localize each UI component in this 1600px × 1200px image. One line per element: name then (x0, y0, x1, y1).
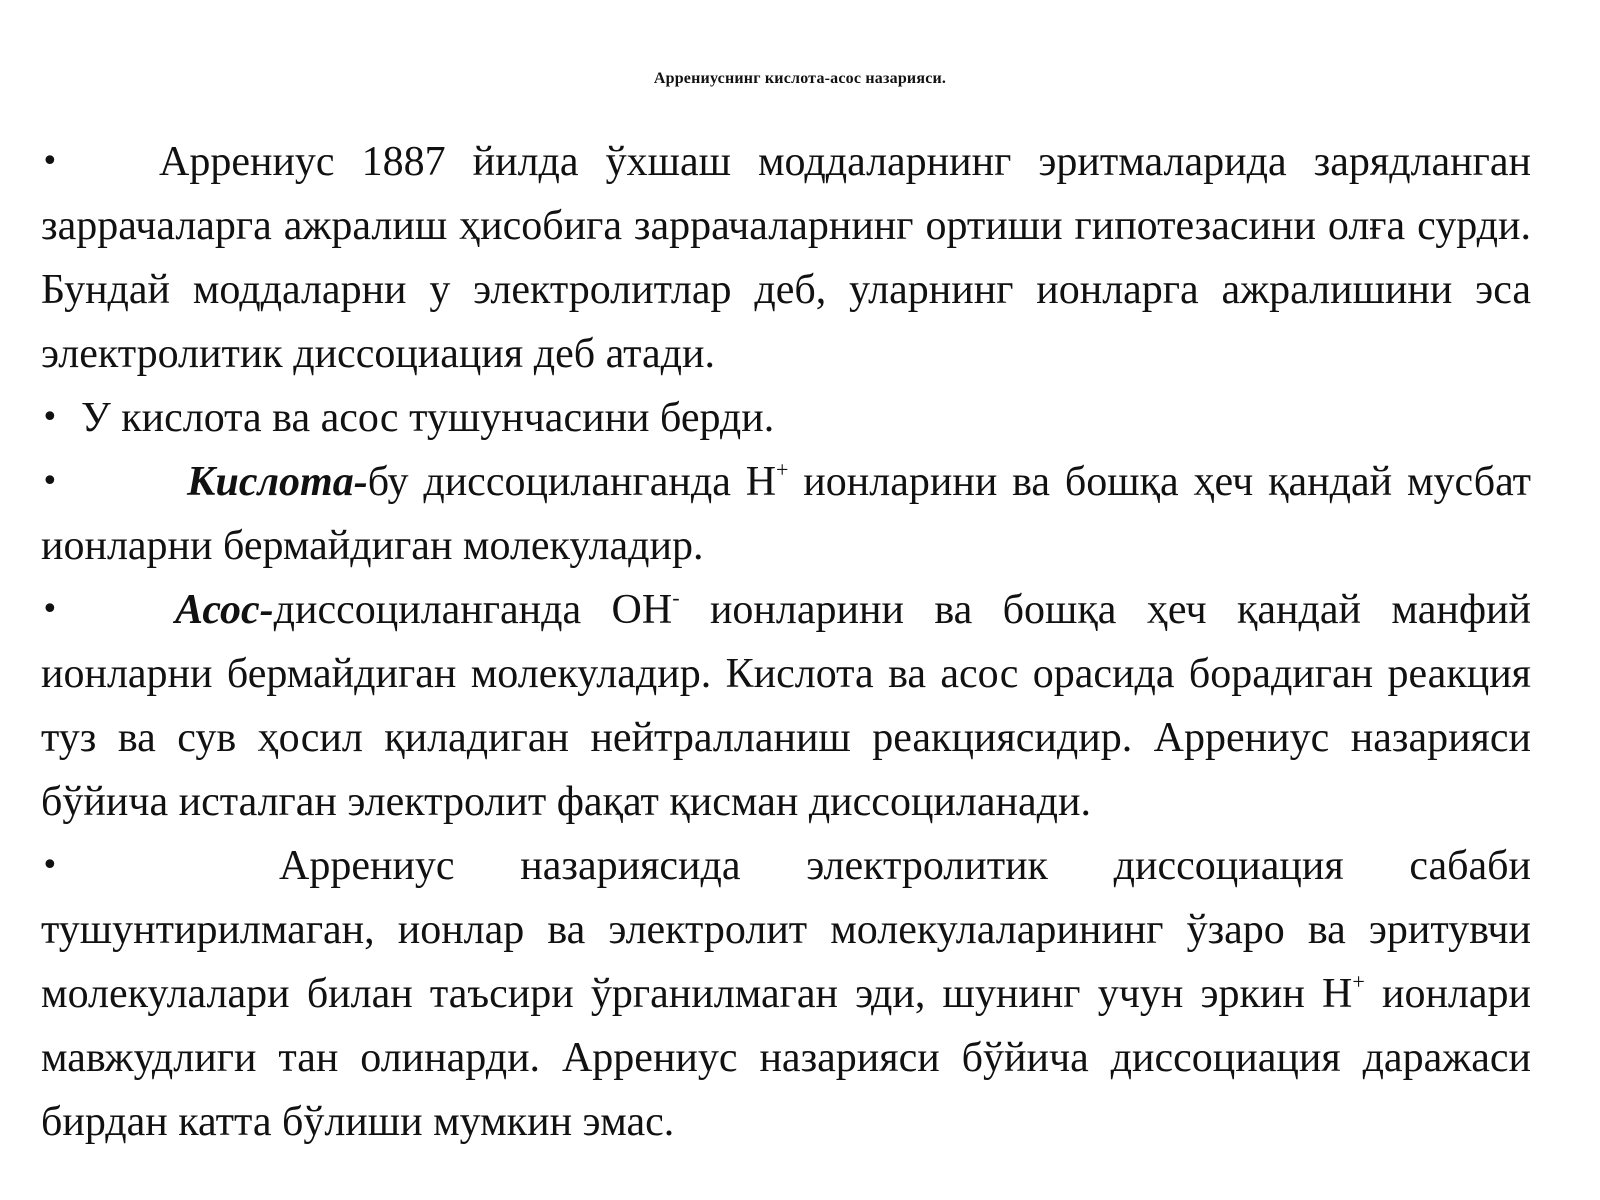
bullet-item-4 (41, 578, 1531, 834)
bullet-item-5 (41, 834, 1531, 1154)
bullet-text-part-b: ионларини ва бошқа ҳеч қандай мусбат ионларни бермайдиган молекуладир. (41, 459, 1531, 569)
bullet-icon: • (41, 464, 59, 499)
bullet-text: У кислота ва асос тушунчасини берди. (81, 395, 775, 441)
bullet-list (41, 130, 1531, 1154)
bullet-text-part-a: диссоциланганда OH (273, 587, 673, 633)
bullet-text: Аррениус 1887 йилда ўхшаш моддаларнинг эритмаларида зарядланган заррачаларга ажралиш ҳисобига заррачаларнинг ортиши гипотезасини олға сурди. Бундай моддаларни у электролитлар деб, уларнинг ионларга ажралишини эса электролитик диссоциация деб атади. (41, 139, 1531, 377)
term-base: Асос- (175, 587, 274, 633)
superscript-charge: - (672, 585, 680, 610)
bullet-icon: • (41, 848, 59, 883)
term-acid: Кислота- (187, 459, 368, 505)
bullet-text-part-a: Аррениус назариясида электролитик диссоциация сабаби тушунтирилмаган, ионлар ва электролит молекулаларининг ўзаро ва эритувчи молекулалари билан таъсири ўрганилмаган эди, шунинг учун эркин H (41, 843, 1531, 1017)
superscript-charge: + (1352, 969, 1365, 994)
bullet-icon: • (41, 144, 59, 179)
bullet-icon: • (41, 592, 59, 627)
bullet-item-2 (41, 386, 1531, 450)
slide-title: Аррениуснинг кислота-асос назарияси. (653, 70, 947, 87)
superscript-charge: + (776, 457, 789, 482)
bullet-item-3 (41, 450, 1531, 578)
bullet-text-part-a: бу диссоциланганда H (367, 459, 777, 505)
bullet-icon: • (41, 400, 59, 435)
bullet-text-part-b: ионлари мавжудлиги тан олинарди. Аррениус назарияси бўйича диссоциация даражаси бирдан катта бўлиши мумкин эмас. (41, 971, 1532, 1145)
bullet-text-part-b: ионларини ва бошқа ҳеч қандай манфий ионларни бермайдиган молекуладир. Кислота ва асос орасида борадиган реакция туз ва сув ҳосил қиладиган нейтралланиш реакциясидир. Аррениус назарияси бўйича исталган электролит фақат қисман диссоциланади. (41, 587, 1531, 825)
bullet-item-1 (41, 130, 1531, 386)
